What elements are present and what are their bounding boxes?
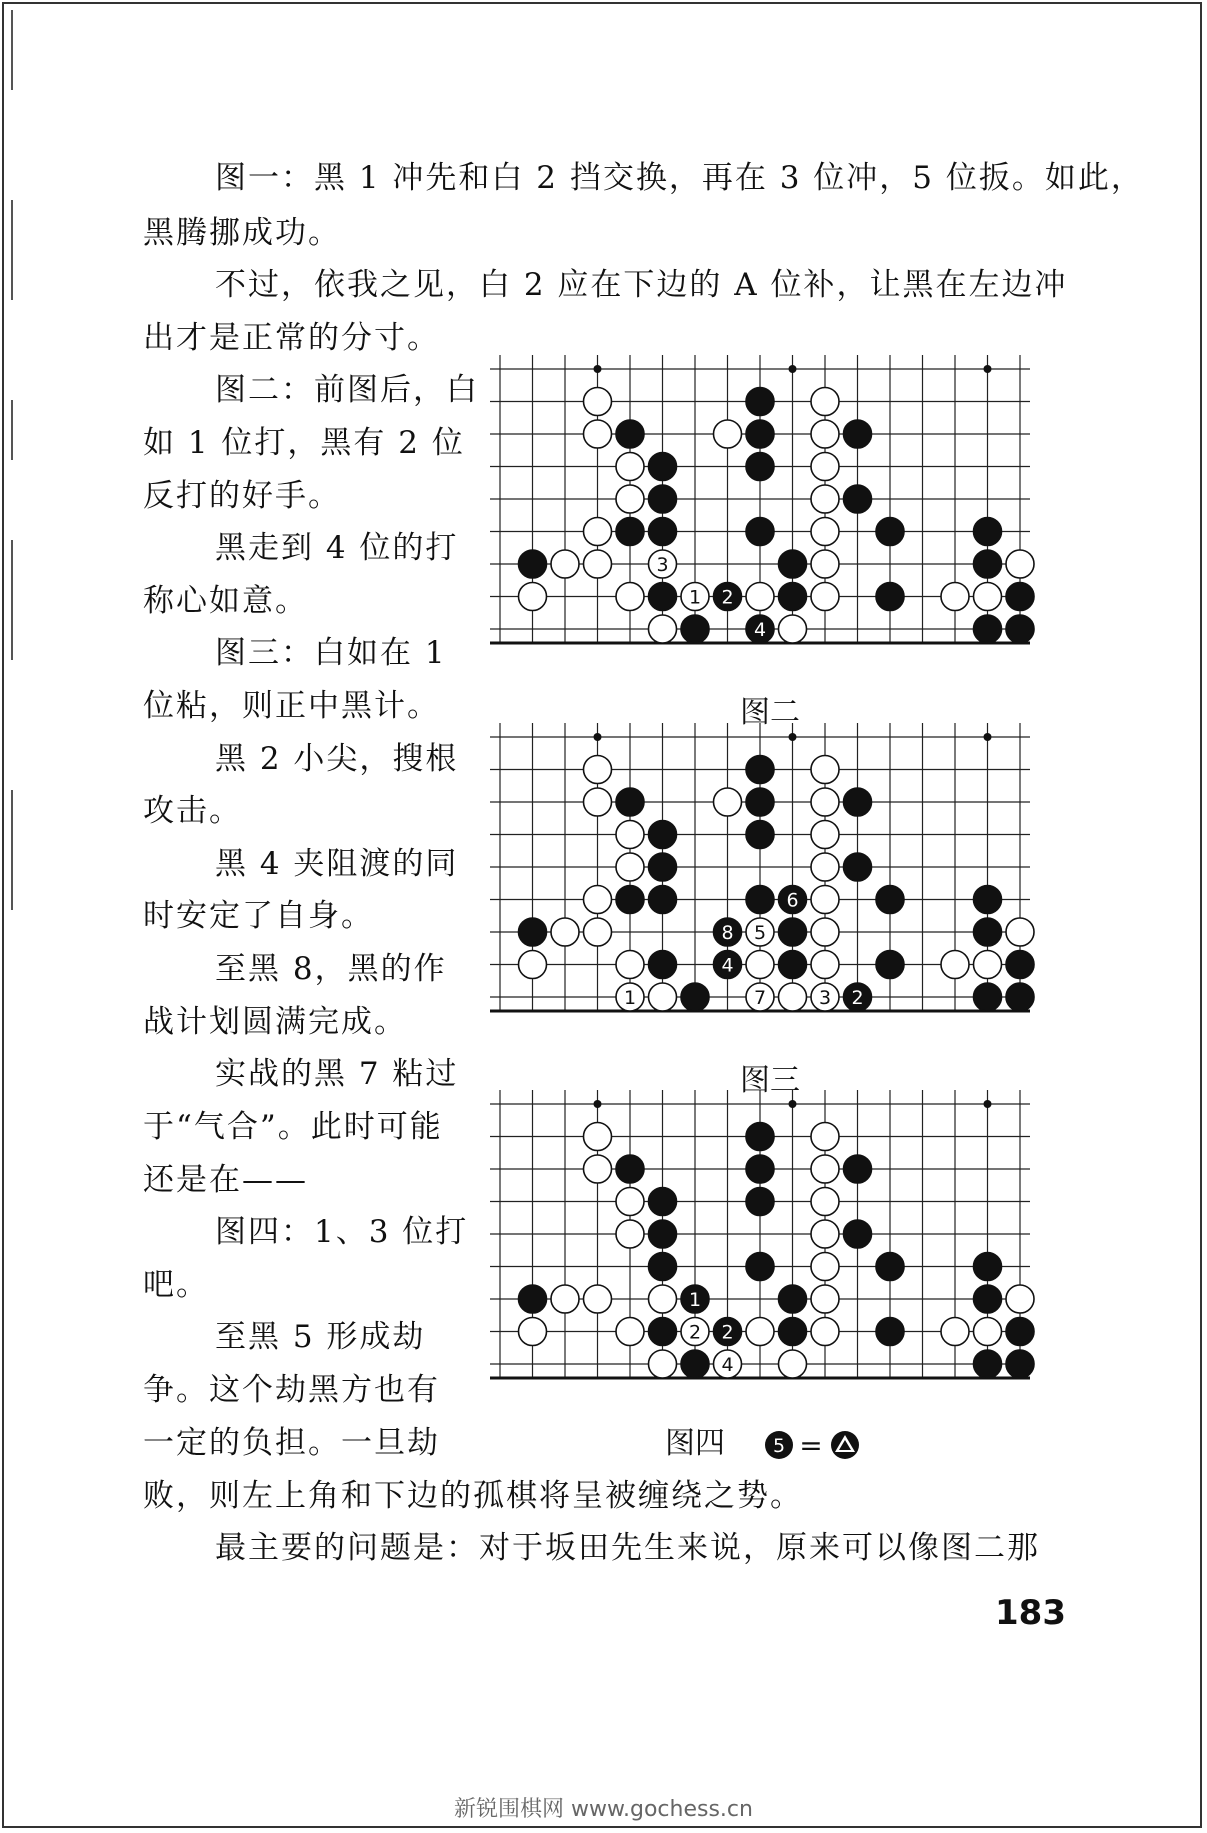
- black-stone: [649, 886, 677, 914]
- white-stone: [616, 583, 644, 611]
- white-stone: [811, 518, 839, 546]
- text-line: 败，则左上角和下边的孤棋将呈被缠绕之势。: [143, 1478, 803, 1514]
- text-line: 吧。: [143, 1267, 209, 1303]
- white-stone: [811, 1285, 839, 1313]
- black-stone: [746, 821, 774, 849]
- move-number: 6: [786, 889, 799, 912]
- white-stone: [811, 485, 839, 513]
- move-number: 3: [818, 987, 832, 1009]
- white-stone: [779, 1350, 807, 1378]
- scan-edge-mark: [11, 540, 13, 660]
- black-stone: [974, 918, 1002, 946]
- white-stone: [714, 788, 742, 816]
- text-line: 最主要的问题是：对于坂田先生来说，原来可以像图二那: [215, 1530, 1040, 1566]
- black-stone: [779, 550, 807, 578]
- white-stone: [811, 756, 839, 784]
- text-line: 还是在——: [143, 1162, 308, 1198]
- white-stone: [714, 420, 742, 448]
- black-stone: [681, 615, 709, 643]
- black-stone: [1006, 1318, 1034, 1346]
- caption-figure-3: 图三: [740, 1063, 800, 1098]
- text-line: 战计划圆满完成。: [143, 1004, 407, 1040]
- white-stone: [616, 485, 644, 513]
- text-line: 实战的黑 7 粘过: [215, 1056, 459, 1092]
- text-line: 至黑 8，黑的作: [215, 951, 447, 987]
- star-point: [789, 365, 797, 373]
- black-stone: [1006, 983, 1034, 1011]
- move-number: 4: [721, 1354, 734, 1376]
- white-stone: [616, 453, 644, 481]
- black-stone: [649, 518, 677, 546]
- white-stone: [811, 1318, 839, 1346]
- black-stone: [616, 788, 644, 816]
- white-stone: [811, 453, 839, 481]
- black-stone: [746, 1155, 774, 1183]
- white-stone: [974, 1318, 1002, 1346]
- black-stone: [876, 886, 904, 914]
- move-number: 1: [688, 586, 702, 609]
- white-stone: [584, 756, 612, 784]
- black-stone: [616, 886, 644, 914]
- black-stone: [974, 983, 1002, 1011]
- black-stone: [681, 983, 709, 1011]
- move-number: 1: [688, 1289, 702, 1311]
- text-line: 图二：前图后，白: [215, 372, 479, 408]
- white-stone: [584, 1155, 612, 1183]
- white-stone: [649, 1350, 677, 1378]
- move-number: 2: [688, 1321, 702, 1344]
- black-stone: [876, 951, 904, 979]
- white-stone: [746, 1318, 774, 1346]
- white-stone: [616, 821, 644, 849]
- black-stone: [779, 1285, 807, 1313]
- black-stone: [616, 1155, 644, 1183]
- black-stone: [746, 420, 774, 448]
- black-stone: [746, 788, 774, 816]
- white-stone: [551, 550, 579, 578]
- scan-edge-mark: [11, 10, 13, 90]
- text-line: 图四：1、3 位打: [215, 1214, 469, 1250]
- white-stone: [616, 1318, 644, 1346]
- white-stone: [746, 951, 774, 979]
- white-stone: [941, 583, 969, 611]
- white-stone: [551, 1285, 579, 1313]
- text-line: 如 1 位打，黑有 2 位: [143, 425, 465, 461]
- black-stone: [649, 821, 677, 849]
- move-number: 2: [721, 1321, 734, 1344]
- caption-figure-4: [665, 1418, 873, 1462]
- text-line: 反打的好手。: [143, 478, 341, 514]
- white-stone: [811, 951, 839, 979]
- black-stone: [876, 518, 904, 546]
- text-line: 一定的负担。一旦劫: [143, 1425, 440, 1461]
- black-stone: [974, 886, 1002, 914]
- black-stone: [649, 485, 677, 513]
- white-stone: [519, 583, 547, 611]
- white-stone: [746, 583, 774, 611]
- white-stone: [811, 788, 839, 816]
- white-stone: [811, 388, 839, 416]
- white-stone: [941, 1318, 969, 1346]
- black-stone: [844, 420, 872, 448]
- white-stone: [779, 615, 807, 643]
- star-point: [789, 733, 797, 741]
- white-stone: [1006, 550, 1034, 578]
- white-stone: [616, 951, 644, 979]
- text-line: 黑腾挪成功。: [143, 215, 341, 251]
- white-stone: [779, 983, 807, 1011]
- white-stone: [811, 550, 839, 578]
- white-stone: [584, 788, 612, 816]
- white-stone: [811, 918, 839, 946]
- caption-figure-2: 图二: [740, 695, 800, 730]
- page-number: 183: [995, 1593, 1066, 1633]
- ko-equivalence-note: [763, 1428, 873, 1462]
- move-number: 3: [656, 554, 669, 576]
- black-stone: [974, 518, 1002, 546]
- black-stone: [649, 1188, 677, 1216]
- black-stone: [779, 1318, 807, 1346]
- white-stone: [974, 951, 1002, 979]
- scan-edge-mark: [11, 790, 13, 910]
- black-stone: [974, 615, 1002, 643]
- white-stone: [584, 420, 612, 448]
- black-stone: [974, 1350, 1002, 1378]
- move-number: 4: [753, 619, 767, 641]
- white-stone: [1006, 918, 1034, 946]
- black-stone: [649, 853, 677, 881]
- caption-figure-4-label: 图四: [665, 1426, 725, 1461]
- white-stone: [811, 821, 839, 849]
- black-stone: [649, 1253, 677, 1281]
- text-line: 黑 4 夹阻渡的同: [215, 846, 459, 882]
- black-stone: [974, 1285, 1002, 1313]
- white-stone: [811, 853, 839, 881]
- white-stone: [811, 1220, 839, 1248]
- white-stone: [584, 1285, 612, 1313]
- white-stone: [584, 1123, 612, 1151]
- black-stone: [1006, 615, 1034, 643]
- black-stone: [746, 518, 774, 546]
- white-stone: [584, 388, 612, 416]
- go-board-figure-4: [490, 1090, 1070, 1400]
- move-number: 7: [753, 987, 767, 1009]
- black-stone: [616, 420, 644, 448]
- white-stone: [811, 1253, 839, 1281]
- white-stone: [811, 420, 839, 448]
- black-stone: [746, 756, 774, 784]
- go-board-figure-2: [490, 355, 1070, 665]
- black-stone: [616, 518, 644, 546]
- black-stone: [1006, 1350, 1034, 1378]
- white-stone: [616, 853, 644, 881]
- white-stone: [649, 1285, 677, 1313]
- text-line: 图三：白如在 1: [215, 635, 447, 671]
- white-stone: [649, 983, 677, 1011]
- white-stone: [584, 886, 612, 914]
- black-stone: [519, 918, 547, 946]
- text-line: 黑走到 4 位的打: [215, 530, 459, 566]
- star-point: [984, 365, 992, 373]
- white-stone: [551, 918, 579, 946]
- white-stone: [519, 1318, 547, 1346]
- black-stone: [746, 886, 774, 914]
- scan-edge-mark: [11, 200, 13, 300]
- white-stone: [519, 951, 547, 979]
- move-number: 2: [851, 987, 864, 1009]
- black-stone: [746, 1253, 774, 1281]
- star-point: [984, 733, 992, 741]
- text-line: 攻击。: [143, 793, 242, 829]
- black-stone: [681, 1350, 709, 1378]
- white-stone: [941, 951, 969, 979]
- black-stone: [844, 1155, 872, 1183]
- white-stone: [811, 583, 839, 611]
- text-line: 出才是正常的分寸。: [143, 320, 440, 356]
- move-number: 8: [721, 922, 734, 944]
- equals-sign: =: [798, 1429, 823, 1462]
- black-stone: [649, 453, 677, 481]
- white-stone: [584, 550, 612, 578]
- black-stone: [746, 1123, 774, 1151]
- black-stone: [844, 788, 872, 816]
- move-number: 1: [623, 987, 637, 1009]
- black-stone: [844, 1220, 872, 1248]
- white-stone: [811, 886, 839, 914]
- text-line: 至黑 5 形成劫: [215, 1319, 426, 1355]
- black-stone: [844, 485, 872, 513]
- text-line: 争。这个劫黑方也有: [143, 1372, 440, 1408]
- move-number: 5: [753, 922, 767, 944]
- text-line: 黑 2 小尖，搜根: [215, 741, 459, 777]
- black-stone: [779, 951, 807, 979]
- white-stone: [811, 1155, 839, 1183]
- white-stone: [811, 1188, 839, 1216]
- scan-edge-mark: [11, 400, 13, 460]
- black-stone: [876, 1253, 904, 1281]
- move-number: 2: [721, 586, 734, 609]
- text-line: 于“气合”。此时可能: [143, 1109, 443, 1145]
- black-stone: [649, 1318, 677, 1346]
- black-stone: [876, 1318, 904, 1346]
- white-stone: [1006, 1285, 1034, 1313]
- star-point: [594, 1100, 602, 1108]
- move-number: 4: [721, 954, 734, 977]
- black-stone: [746, 388, 774, 416]
- black-stone: [1006, 951, 1034, 979]
- star-point: [984, 1100, 992, 1108]
- star-point: [594, 365, 602, 373]
- black-stone: [649, 951, 677, 979]
- black-stone: [974, 1253, 1002, 1281]
- star-point: [594, 733, 602, 741]
- black-stone: [779, 583, 807, 611]
- text-line: 位粘，则正中黑计。: [143, 688, 440, 724]
- white-stone: [974, 583, 1002, 611]
- black-stone: [746, 453, 774, 481]
- black-stone: [1006, 583, 1034, 611]
- black-stone: [649, 583, 677, 611]
- black-stone: [844, 853, 872, 881]
- white-stone: [649, 615, 677, 643]
- star-point: [789, 1100, 797, 1108]
- black-stone: [519, 550, 547, 578]
- text-line: 称心如意。: [143, 583, 308, 619]
- text-line: 图一：黑 1 冲先和白 2 挡交换，再在 3 位冲，5 位扳。如此，: [215, 160, 1144, 196]
- move-number: 5: [772, 1435, 785, 1457]
- white-stone: [616, 1188, 644, 1216]
- footer-watermark: 新锐围棋网 www.gochess.cn: [454, 1797, 753, 1822]
- black-stone: [876, 583, 904, 611]
- black-stone: [519, 1285, 547, 1313]
- text-line: 不过，依我之见，白 2 应在下边的 A 位补，让黑在左边冲: [215, 267, 1068, 303]
- white-stone: [584, 518, 612, 546]
- black-stone: [974, 550, 1002, 578]
- white-stone: [584, 918, 612, 946]
- white-stone: [616, 1220, 644, 1248]
- black-stone: [746, 1188, 774, 1216]
- white-stone: [811, 1123, 839, 1151]
- go-board-figure-3: [490, 723, 1070, 1033]
- text-line: 时安定了自身。: [143, 898, 374, 934]
- black-stone: [649, 1220, 677, 1248]
- black-stone: [779, 918, 807, 946]
